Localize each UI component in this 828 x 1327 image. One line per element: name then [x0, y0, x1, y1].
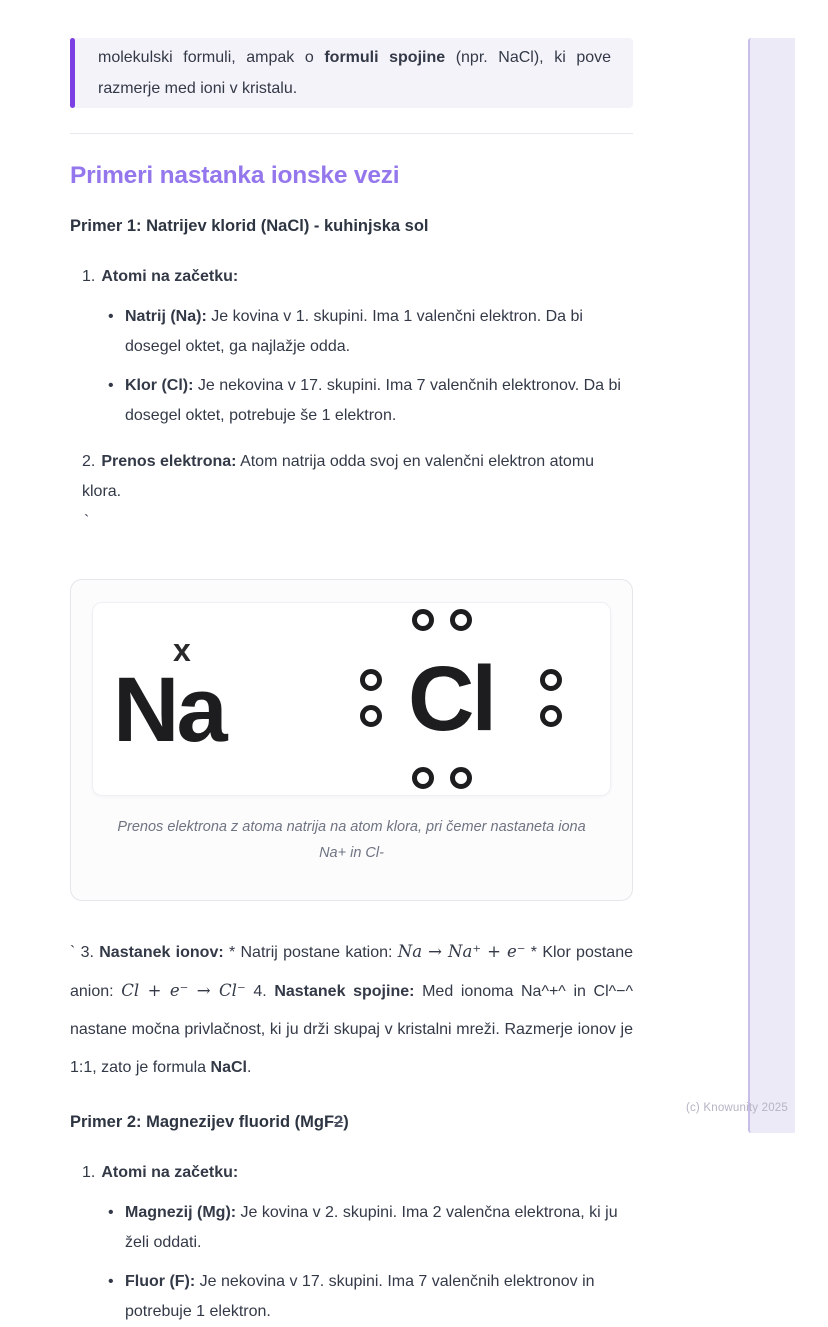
- bullet-bold-label: Magnezij (Mg):: [125, 1204, 237, 1221]
- figure-caption: [92, 814, 611, 866]
- list-number: 4.: [245, 983, 275, 1000]
- chlorine-atom-diagram: [338, 611, 564, 787]
- list-item: [108, 1267, 633, 1327]
- section-divider: [70, 133, 633, 134]
- bullet-bold-label: Klor (Cl):: [125, 377, 194, 394]
- example2-step1: [70, 1160, 633, 1186]
- electron-dot-icon: [450, 609, 472, 631]
- stray-backtick: `: [70, 944, 76, 961]
- callout-text-bold: formuli spojine: [324, 49, 446, 66]
- bullet-icon: •: [108, 308, 114, 325]
- figure-caption-line2: Na+ in Cl-: [319, 845, 384, 861]
- document-content: [70, 0, 633, 1327]
- steps-3-4-paragraph: [70, 933, 633, 1087]
- example2-title-before: Primer 2: Magnezijev fluorid (MgF: [70, 1113, 335, 1131]
- step4-label: Nastanek spojine:: [274, 983, 415, 1000]
- bullet-text: Je nekovina v 17. skupini. Ima 7 valenčnih elektronov. Da bi dosegel oktet, potrebuje še 1 elektron.: [125, 377, 621, 424]
- example2-title: [70, 1110, 633, 1134]
- example1-step1: [70, 264, 633, 290]
- formula-nacl: NaCl: [210, 1059, 247, 1076]
- sodium-ion-equation: Na → Na⁺ + e⁻: [397, 942, 526, 961]
- example2-title-strike: 2: [334, 1113, 344, 1131]
- electron-dot-icon: [360, 705, 382, 727]
- bullet-bold-label: Natrij (Na):: [125, 308, 207, 325]
- bullet-icon: •: [108, 1273, 114, 1290]
- list-number: 1.: [82, 268, 96, 285]
- stray-backtick: `: [84, 513, 90, 530]
- list-number: 2.: [82, 453, 96, 470]
- callout-block: [70, 38, 633, 108]
- list-item: [108, 302, 633, 362]
- example1-bullet-list: [70, 302, 633, 431]
- bullet-text: Je nekovina v 17. skupini. Ima 7 valenčnih elektronov in potrebuje 1 elektron.: [125, 1273, 595, 1320]
- copyright-watermark: (c) Knowunity 2025: [685, 1102, 788, 1114]
- step3-label: Nastanek ionov:: [99, 944, 224, 961]
- example2-step1-label: Atomi na začetku:: [101, 1164, 239, 1181]
- bullet-text: Je kovina v 2. skupini. Ima 2 valenčna elektrona, ki ju želi oddati.: [125, 1204, 618, 1251]
- electron-dot-icon: [412, 609, 434, 631]
- electron-x-marker: x: [173, 632, 191, 668]
- bullet-icon: •: [108, 377, 114, 394]
- callout-accent-bar: [70, 38, 75, 108]
- sodium-atom-diagram: [113, 632, 225, 761]
- chloride-ion-equation: Cl + e⁻ → Cl⁻: [121, 981, 246, 1000]
- electron-dot-icon: [412, 767, 434, 789]
- list-number: 3.: [75, 944, 100, 961]
- callout-text-before: molekulski formuli, ampak o: [98, 49, 325, 66]
- example1-step1-label: Atomi na začetku:: [101, 268, 239, 285]
- bullet-text: Je kovina v 1. skupini. Ima 1 valenčni elektron. Da bi dosegel oktet, ga najlažje odda.: [125, 308, 583, 355]
- lewis-structure-image: [92, 602, 611, 796]
- list-item: [108, 1198, 633, 1258]
- electron-dot-icon: [360, 669, 382, 691]
- bullet-bold-label: Fluor (F):: [125, 1273, 196, 1290]
- sentence-end: .: [246, 1059, 252, 1076]
- list-number: 1.: [82, 1164, 96, 1181]
- electron-dot-icon: [450, 767, 472, 789]
- sodium-symbol: Na: [113, 659, 225, 761]
- example2-title-after: ): [343, 1113, 349, 1131]
- step3-text: * Natrij postane kation:: [223, 944, 398, 961]
- chlorine-symbol: Cl: [408, 648, 494, 750]
- electron-dot-icon: [540, 705, 562, 727]
- example1-step2-text: Atom natrija odda svoj en valenčni elektron atomu klora.: [82, 453, 595, 500]
- electron-dot-icon: [540, 669, 562, 691]
- callout-text-after: (npr. NaCl), ki pove razmerje med ioni v kristalu.: [98, 49, 612, 97]
- example2-bullet-list: [70, 1198, 633, 1327]
- example1-title: Primer 1: Natrijev klorid (NaCl) - kuhinjska sol: [70, 217, 429, 235]
- adjacent-page-edge: [748, 38, 795, 1133]
- example1-step2: [70, 447, 633, 537]
- step4-text: Med ionoma Na^+^ in Cl^−^ nastane močna privlačnost, ki ju drži skupaj v kristalni mreži. Razmerje ionov je 1:1, zato je formula: [70, 983, 634, 1076]
- bullet-icon: •: [108, 1204, 114, 1221]
- step3-text2: * Klor postane anion:: [70, 944, 633, 1000]
- callout-text: [98, 42, 611, 104]
- list-item: [108, 371, 633, 431]
- section-heading: Primeri nastanka ionske vezi: [70, 162, 400, 189]
- example1-step2-label: Prenos elektrona:: [101, 453, 237, 470]
- lewis-structure-figure: [70, 579, 633, 901]
- figure-caption-line1: Prenos elektrona z atoma natrija na atom klora, pri čemer nastaneta iona: [117, 819, 586, 835]
